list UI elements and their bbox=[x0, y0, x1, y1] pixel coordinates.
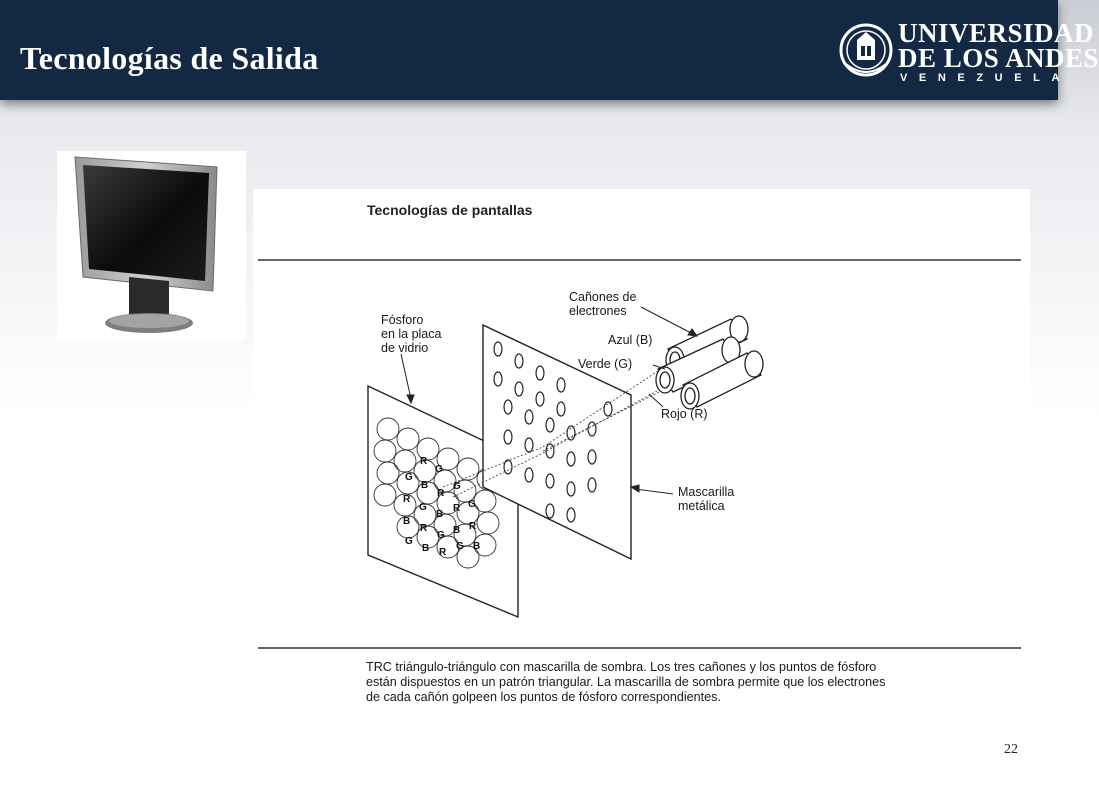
label-mascarilla-line1: Mascarilla bbox=[678, 485, 735, 499]
monitor-icon bbox=[57, 151, 246, 340]
svg-text:R: R bbox=[469, 521, 477, 532]
svg-text:R: R bbox=[420, 456, 428, 467]
university-logo bbox=[838, 16, 1099, 86]
caption-line: de cada cañón golpeen los puntos de fósforo correspondientes. bbox=[366, 690, 721, 704]
label-azul: Azul (B) bbox=[608, 333, 653, 347]
label-fosforo-line2: en la placa bbox=[381, 327, 442, 341]
label-canones-line2: electrones bbox=[569, 304, 627, 318]
label-fosforo bbox=[381, 313, 441, 355]
svg-text:B: B bbox=[421, 480, 429, 491]
svg-text:B: B bbox=[453, 525, 461, 536]
crt-diagram bbox=[253, 189, 1030, 719]
label-verde: Verde (G) bbox=[578, 357, 633, 371]
svg-text:B: B bbox=[403, 516, 411, 527]
label-canones-line1: Cañones de bbox=[569, 290, 637, 304]
logo-text-de-los-andes: DE LOS ANDES bbox=[898, 43, 1099, 73]
svg-text:G: G bbox=[419, 502, 427, 513]
label-mascarilla bbox=[678, 485, 734, 513]
logo-text-universidad: UNIVERSIDAD bbox=[898, 18, 1095, 48]
caption-line: están dispuestos en un patrón triangular. La mascarilla de sombra permite que los electrones bbox=[366, 675, 886, 689]
lcd-monitor-image bbox=[57, 151, 246, 340]
svg-text:G: G bbox=[435, 464, 443, 475]
caption-line: TRC triángulo-triángulo con mascarilla de sombra. Los tres cañones y los puntos de fósforo bbox=[366, 660, 877, 674]
page-number: 22 bbox=[1004, 742, 1018, 757]
svg-text:G: G bbox=[453, 481, 461, 492]
label-fosforo-line3: de vidrio bbox=[381, 341, 429, 355]
svg-text:B: B bbox=[422, 543, 430, 554]
svg-text:G: G bbox=[456, 541, 464, 552]
svg-text:R: R bbox=[439, 547, 447, 558]
svg-text:R: R bbox=[420, 523, 428, 534]
electron-guns bbox=[656, 316, 763, 409]
label-canones bbox=[569, 290, 636, 318]
crt-shadow-mask-figure bbox=[253, 189, 1030, 719]
label-fosforo-line1: Fósforo bbox=[381, 313, 424, 327]
university-seal-icon bbox=[838, 16, 894, 86]
svg-text:G: G bbox=[405, 536, 413, 547]
figure-heading: Tecnologías de pantallas bbox=[367, 202, 533, 218]
label-rojo: Rojo (R) bbox=[661, 407, 708, 421]
figure-caption bbox=[366, 660, 1026, 705]
logo-text-venezuela: VENEZUELA bbox=[900, 72, 1072, 84]
svg-text:G: G bbox=[468, 499, 476, 510]
label-mascarilla-line2: metálica bbox=[678, 499, 725, 513]
slide-header bbox=[0, 0, 1099, 100]
svg-text:B: B bbox=[473, 541, 481, 552]
slide-title: Tecnologías de Salida bbox=[20, 40, 319, 76]
svg-text:B: B bbox=[436, 509, 444, 520]
svg-text:G: G bbox=[437, 530, 445, 541]
svg-text:R: R bbox=[403, 494, 411, 505]
svg-text:R: R bbox=[437, 488, 445, 499]
svg-text:G: G bbox=[405, 472, 413, 483]
svg-text:R: R bbox=[453, 503, 461, 514]
